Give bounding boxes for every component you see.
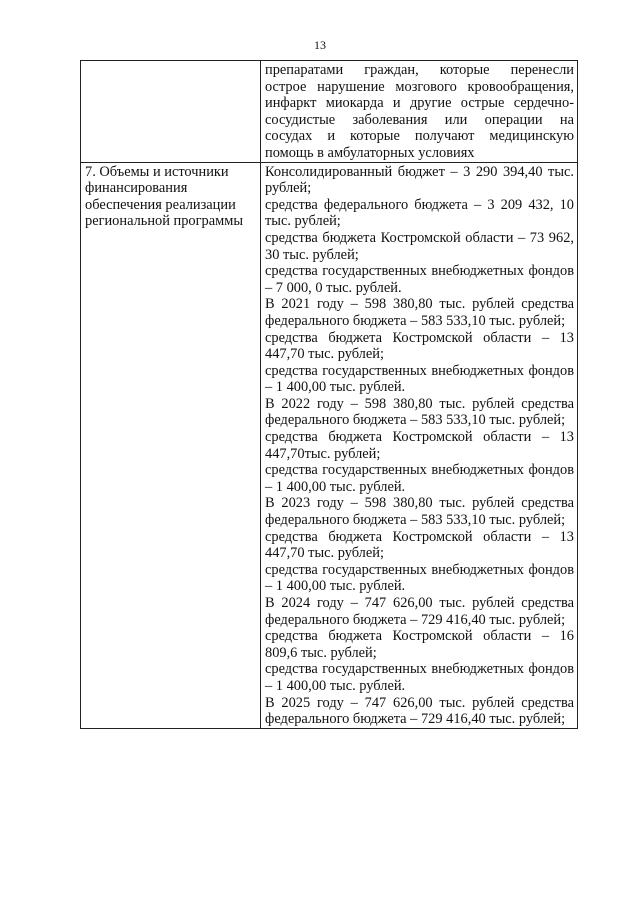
funding-paragraph: средства бюджета Костромской области – 73 962, 30 тыс. рублей; [265,229,574,263]
row1-line: острое нарушение мозгового кровообращения, [265,78,574,95]
row1-line: инфаркт миокарда и другие острые сердечно- [265,95,574,112]
funding-paragraph: средства бюджета Костромской области – 13 447,70 тыс. рублей; [265,329,574,363]
table-row [81,61,578,163]
row1-line: препаратами граждан, которые перенесли [265,62,574,78]
funding-paragraph: средства государственных внебюджетных фондов – 1 400,00 тыс. рублей. [265,362,574,396]
program-passport-table [80,60,578,729]
table-row [81,162,578,728]
row1-label-cell [81,61,261,163]
funding-paragraph: средства государственных внебюджетных фондов – 7 000, 0 тыс. рублей. [265,263,574,296]
row1-line: сосудистые заболевания или операции на [265,111,574,128]
funding-paragraph: средства федерального бюджета – 3 209 432, 10 тыс. рублей; [265,196,574,230]
funding-paragraph: средства государственных внебюджетных фондов – 1 400,00 тыс. рублей. [265,561,574,595]
funding-paragraph: В 2022 году – 598 380,80 тыс. рублей средства федерального бюджета – 583 533,10 тыс. рублей; [265,395,574,429]
row2-label-cell [81,162,261,728]
funding-paragraph: средства бюджета Костромской области – 13 447,70 тыс. рублей; [265,528,574,562]
funding-paragraph: средства государственных внебюджетных фондов – 1 400,00 тыс. рублей. [265,661,574,694]
funding-paragraph: В 2025 году – 747 626,00 тыс. рублей средства федерального бюджета – 729 416,40 тыс. рублей; [265,694,574,728]
funding-paragraph: средства бюджета Костромской области – 13 447,70тыс. рублей; [265,429,574,462]
funding-paragraph: средства государственных внебюджетных фондов – 1 400,00 тыс. рублей. [265,462,574,495]
funding-paragraph: В 2024 году – 747 626,00 тыс. рублей средства федерального бюджета – 729 416,40 тыс. рублей; [265,595,574,628]
funding-paragraph: Консолидированный бюджет – 3 290 394,40 тыс. рублей; [265,163,574,197]
funding-paragraph: средства бюджета Костромской области – 16 809,6 тыс. рублей; [265,628,574,661]
row1-line: сосудах и которые получают медицинскую [265,128,574,145]
funding-details-cell [261,162,578,728]
row1-content-cell [261,61,578,163]
page-number: 13 [314,38,326,52]
funding-paragraph: В 2023 году – 598 380,80 тыс. рублей средства федерального бюджета – 583 533,10 тыс. рублей; [265,495,574,529]
funding-sources-label: 7. Объемы и источники финансирования обеспечения реализации региональной программы [85,163,243,230]
funding-paragraph: В 2021 году – 598 380,80 тыс. рублей средства федерального бюджета – 583 533,10 тыс. рублей; [265,296,574,329]
row1-line: помощь в амбулаторных условиях [265,144,475,161]
